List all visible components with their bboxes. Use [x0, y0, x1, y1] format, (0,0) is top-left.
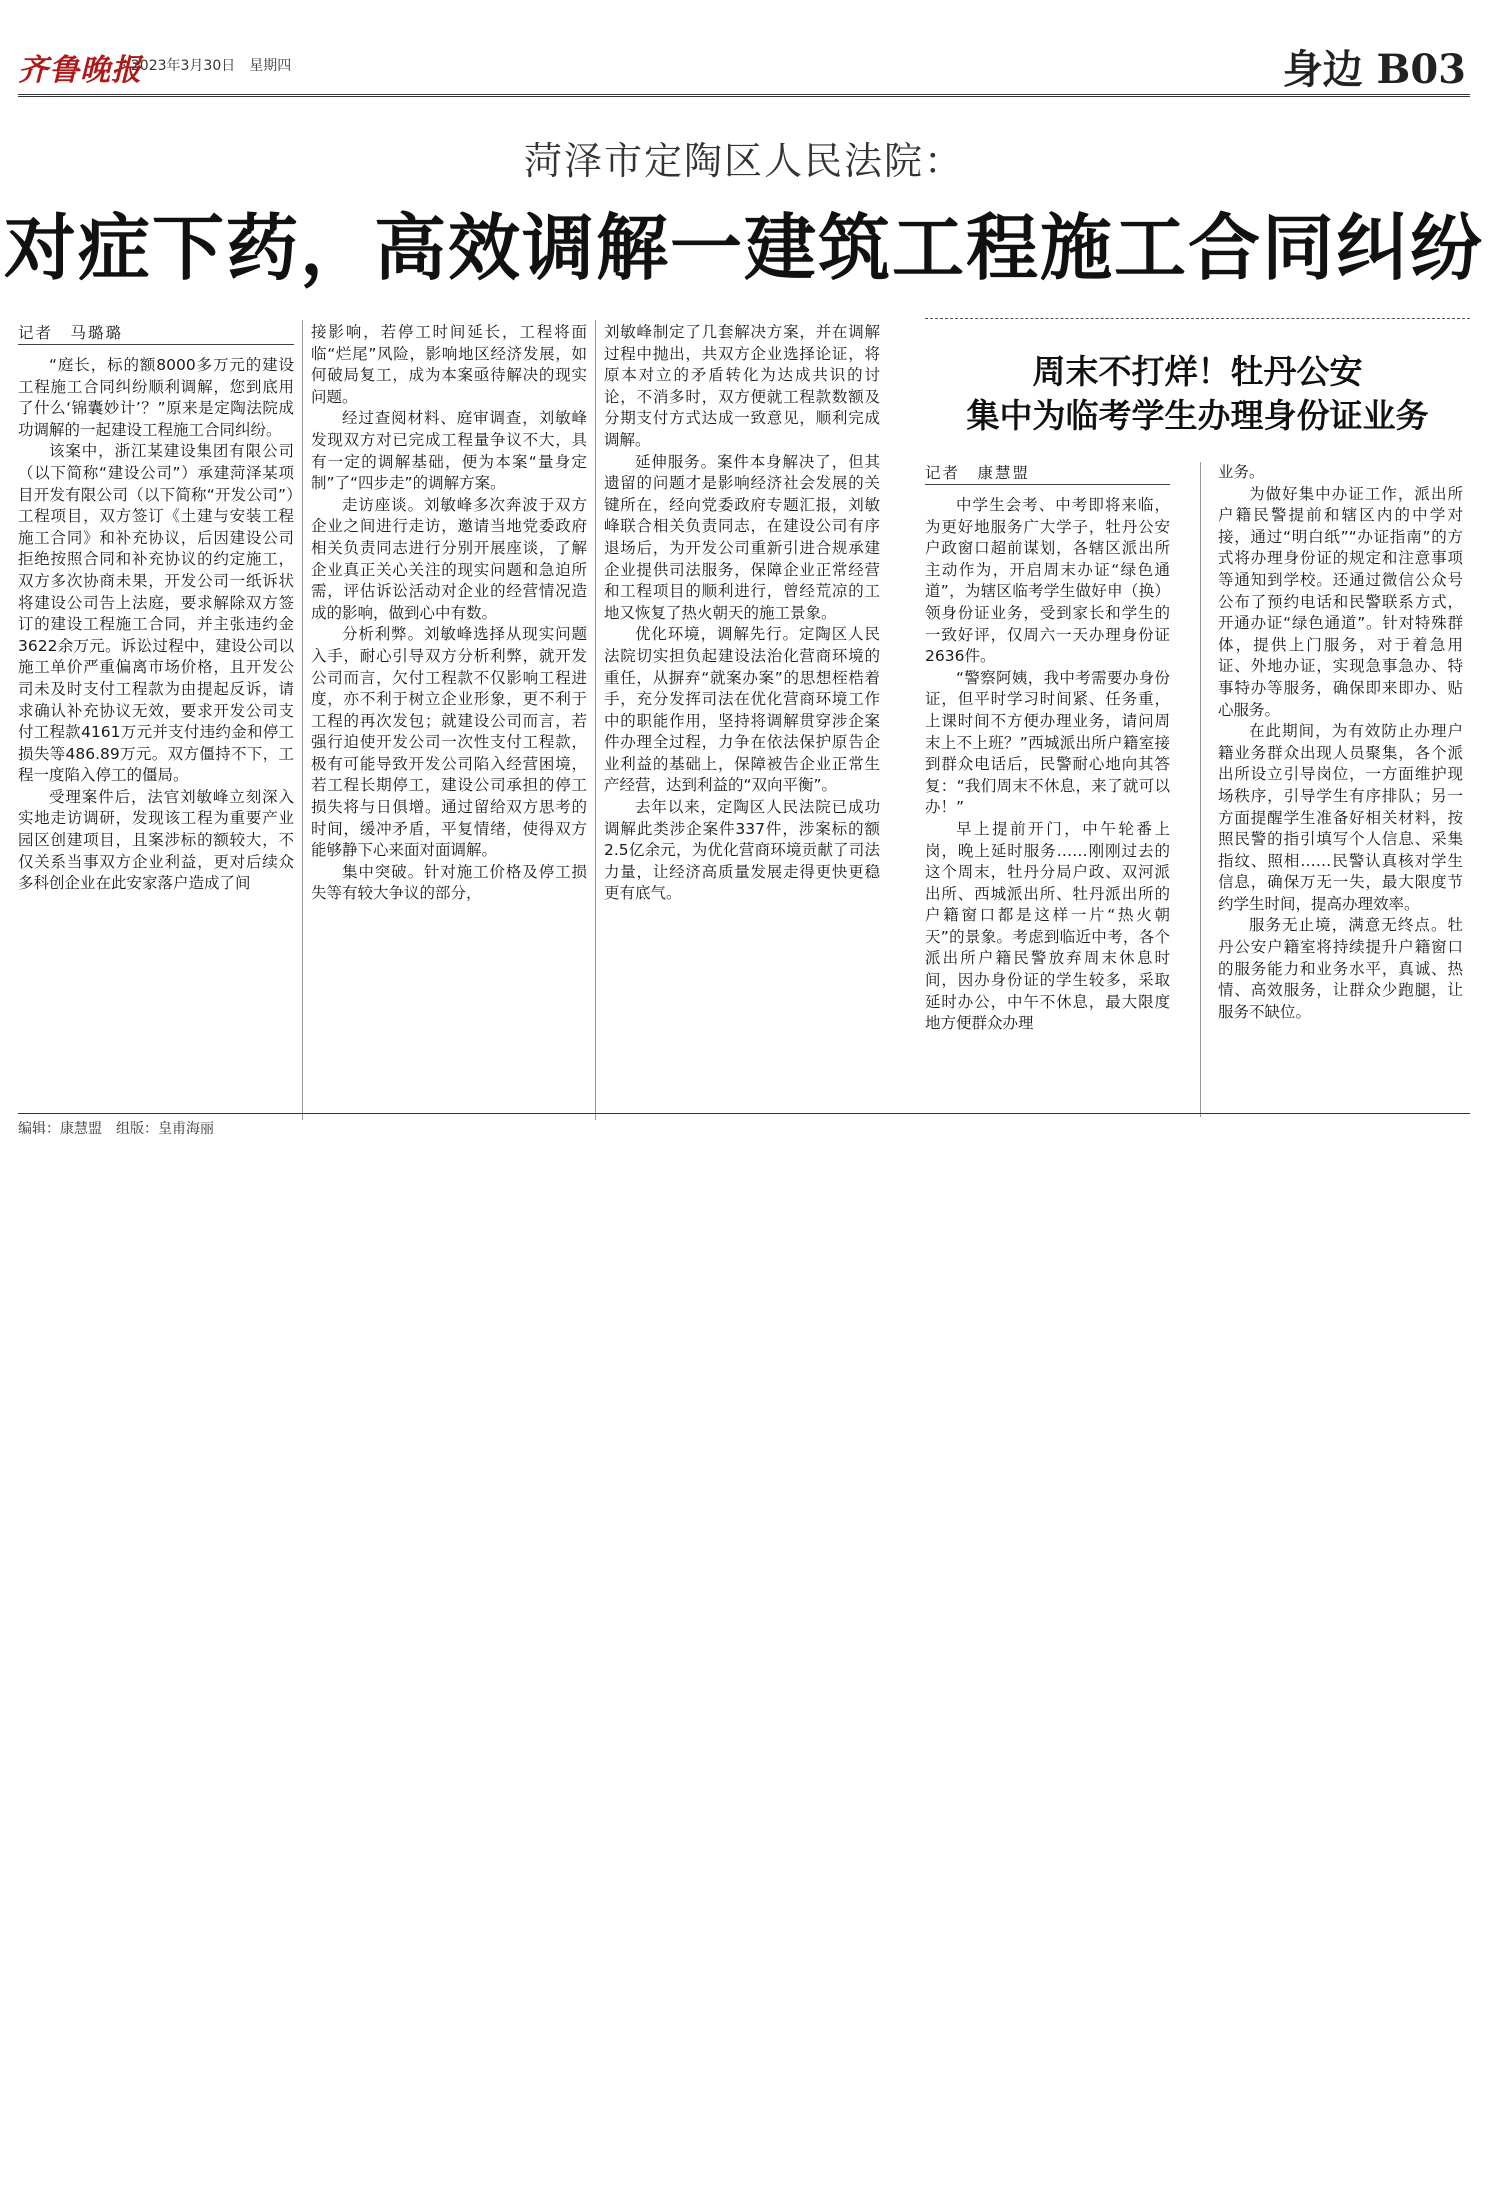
- paragraph: 为做好集中办证工作，派出所户籍民警提前和辖区内的中学对接，通过“明白纸”“办证指南”的方式将办理身份证的规定和注意事项等通知到学校。还通过微信公众号公布了预约电话和民警联系方式，开通办证“绿色通道”。针对特殊群体，提供上门服务，对于着急用证、外地办证，实现急事急办、特事特办等服务，确保即来即办、贴心服务。: [1218, 484, 1463, 719]
- paragraph: 集中突破。针对施工价格及停工损失等有较大争议的部分，: [311, 862, 587, 903]
- header-rule: [18, 94, 1470, 97]
- byline-text: 记者 康慧盟: [925, 464, 1031, 482]
- issue-date: · 2023年3月30日 星期四: [122, 58, 292, 74]
- paragraph: “庭长，标的额8000多万元的建设工程施工合同纠纷顺利调解，您到底用了什么‘锦囊妙计’？”原来是定陶法院成功调解的一起建设工程施工合同纠纷。: [18, 356, 294, 439]
- paragraph: “警察阿姨，我中考需要办身份证，但平时学习时间紧、任务重，上课时间不方便办理业务，请问周末上不上班？”西城派出所户籍室接到群众电话后，民警耐心地向其答复：“我们周末不休息，来了就可以办！”: [925, 668, 1170, 817]
- paragraph: 早上提前开门，中午轮番上岗，晚上延时服务……刚刚过去的这个周末，牡丹分局户政、双河派出所、西城派出所、牡丹派出所的户籍窗口都是这样一片“热火朝天”的景象。考虑到临近中考，各个派出所户籍民警放弃周末休息时间，因办身份证的学生较多，采取延时办公，中午不休息，最大限度地方便群众办理: [925, 819, 1170, 1033]
- side-article-title: [925, 350, 1470, 438]
- paragraph: 刘敏峰制定了几套解决方案，并在调解过程中抛出，共双方企业选择论证，将原本对立的矛盾转化为达成共识的讨论，不消多时，双方便就工程款数额及分期支付方式达成一致意见，顺利完成调解。: [604, 323, 880, 449]
- editor-credit: 编辑：康慧盟 组版：皇甫海丽: [18, 1121, 214, 1137]
- side-article-column-2: [1218, 462, 1463, 1023]
- article-headline: 对症下药，高效调解一建筑工程施工合同纠纷: [3, 205, 1484, 290]
- paragraph: 中学生会考、中考即将来临，为更好地服务广大学子，牡丹公安户政窗口超前谋划，各辖区派出所主动作为，开启周末办证“绿色通道”，为辖区临考学生做好申（换）领身份证业务，受到家长和学生的一致好评，仅周六一天办理身份证2636件。: [925, 496, 1170, 666]
- side-article-byline: [925, 462, 1170, 485]
- paragraph: 在此期间，为有效防止办理户籍业务群众出现人员聚集，各个派出所设立引导岗位，一方面维护现场秩序，引导学生有序排队；另一方面提醒学生准备好相关材料，按照民警的指引填写个人信息、采集指纹、照相……民警认真核对学生信息，确保万无一失，最大限度节约学生时间，提高办理效率。: [1218, 722, 1463, 913]
- side-article-column-1: [925, 462, 1170, 1035]
- article-byline: [18, 322, 294, 345]
- paragraph: 服务无止境，满意无终点。牡丹公安户籍室将持续提升户籍窗口的服务能力和业务水平，真诚、热情、高效服务，让群众少跑腿，让服务不缺位。: [1218, 916, 1463, 1021]
- paragraph: 业务。: [1218, 463, 1265, 481]
- column-divider: [1200, 462, 1201, 1117]
- side-article-rule: [925, 318, 1470, 319]
- paragraph: 该案中，浙江某建设集团有限公司（以下简称“建设公司”）承建菏泽某项目开发有限公司（以下简称“开发公司”）工程项目，双方签订《土建与安装工程施工合同》和补充协议，后因建设公司拒绝按照合同和补充协议的约定施工，双方多次协商未果，开发公司一纸诉状将建设公司告上法庭，要求解除双方签订的建设工程施工合同，并主张违约金3622余万元。诉讼过程中，建设公司以施工单价严重偏离市场价格，且开发公司未及时支付工程款为由提起反诉，请求确认补充协议无效，要求开发公司支付工程款4161万元并支付违约金和停工损失等486.89万元。双方僵持不下，工程一度陷入停工的僵局。: [18, 442, 294, 785]
- side-title-line-2: 集中为临考学生办理身份证业务: [966, 396, 1429, 435]
- paragraph: 分析利弊。刘敏峰选择从现实问题入手，耐心引导双方分析利弊，就开发公司而言，欠付工程款不仅影响工程进度，亦不利于树立企业形象，更不利于工程的再次发包；就建设公司而言，若强行迫使开发公司一次性支付工程款，极有可能导致开发公司陷入经营困境，若工程长期停工，建设公司承担的停工损失将与日俱增。通过留给双方思考的时间，缓冲矛盾，平复情绪，使得双方能够静下心来面对面调解。: [311, 625, 587, 860]
- paragraph: 优化环境，调解先行。定陶区人民法院切实担负起建设法治化营商环境的重任，从摒弃“就案办案”的思想桎梏着手，充分发挥司法在优化营商环境工作中的职能作用，坚持将调解贯穿涉企案件办理全过程，力争在依法保护原告企业利益的基础上，保障被告企业正常生产经营，达到利益的“双向平衡”。: [604, 625, 880, 795]
- paragraph: 延伸服务。案件本身解决了，但其遗留的问题才是影响经济社会发展的关键所在，经向党委政府专题汇报，刘敏峰联合相关负责同志，在建设公司有序退场后，为开发公司重新引进合规承建企业提供司法服务，保障企业正常经营和工程项目的顺利进行，曾经荒凉的工地又恢复了热火朝天的施工景象。: [604, 452, 880, 622]
- article-column-2: [311, 322, 587, 905]
- column-divider: [302, 320, 303, 1120]
- section-page-label: 身边 B03: [1282, 46, 1466, 93]
- article-column-3: [604, 322, 880, 905]
- paragraph: 受理案件后，法官刘敏峰立刻深入实地走访调研，发现该工程为重要产业园区创建项目，且案涉标的额较大，不仅关系当事双方企业利益，更对后续众多科创企业在此安家落户造成了间: [18, 787, 294, 893]
- article-column-1: [18, 322, 294, 895]
- byline-text: 记者 马璐璐: [18, 324, 124, 342]
- paragraph: 走访座谈。刘敏峰多次奔波于双方企业之间进行走访，邀请当地党委政府相关负责同志进行分别开展座谈，了解企业真正关心关注的现实问题和急迫所需，评估诉讼活动对企业的经营情况造成的影响，做到心中有数。: [311, 495, 587, 622]
- paragraph: 去年以来，定陶区人民法院已成功调解此类涉企案件337件，涉案标的额2.5亿余元，为优化营商环境贡献了司法力量，让经济高质量发展走得更快更稳更有底气。: [604, 798, 880, 903]
- paragraph: 接影响，若停工时间延长，工程将面临“烂尾”风险，影响地区经济发展，如何破局复工，成为本案亟待解决的现实问题。: [311, 323, 587, 406]
- article-kicker: 菏泽市定陶区人民法院：: [523, 139, 964, 183]
- newspaper-logo: 齐鲁晚报: [18, 53, 142, 88]
- footer-rule: [18, 1113, 1470, 1114]
- side-title-line-1: 周末不打烊！牡丹公安: [1032, 352, 1363, 391]
- column-divider: [595, 320, 596, 1120]
- paragraph: 经过查阅材料、庭审调查，刘敏峰发现双方对已完成工程量争议不大，具有一定的调解基础，便为本案“量身定制”了“四步走”的调解方案。: [311, 409, 587, 493]
